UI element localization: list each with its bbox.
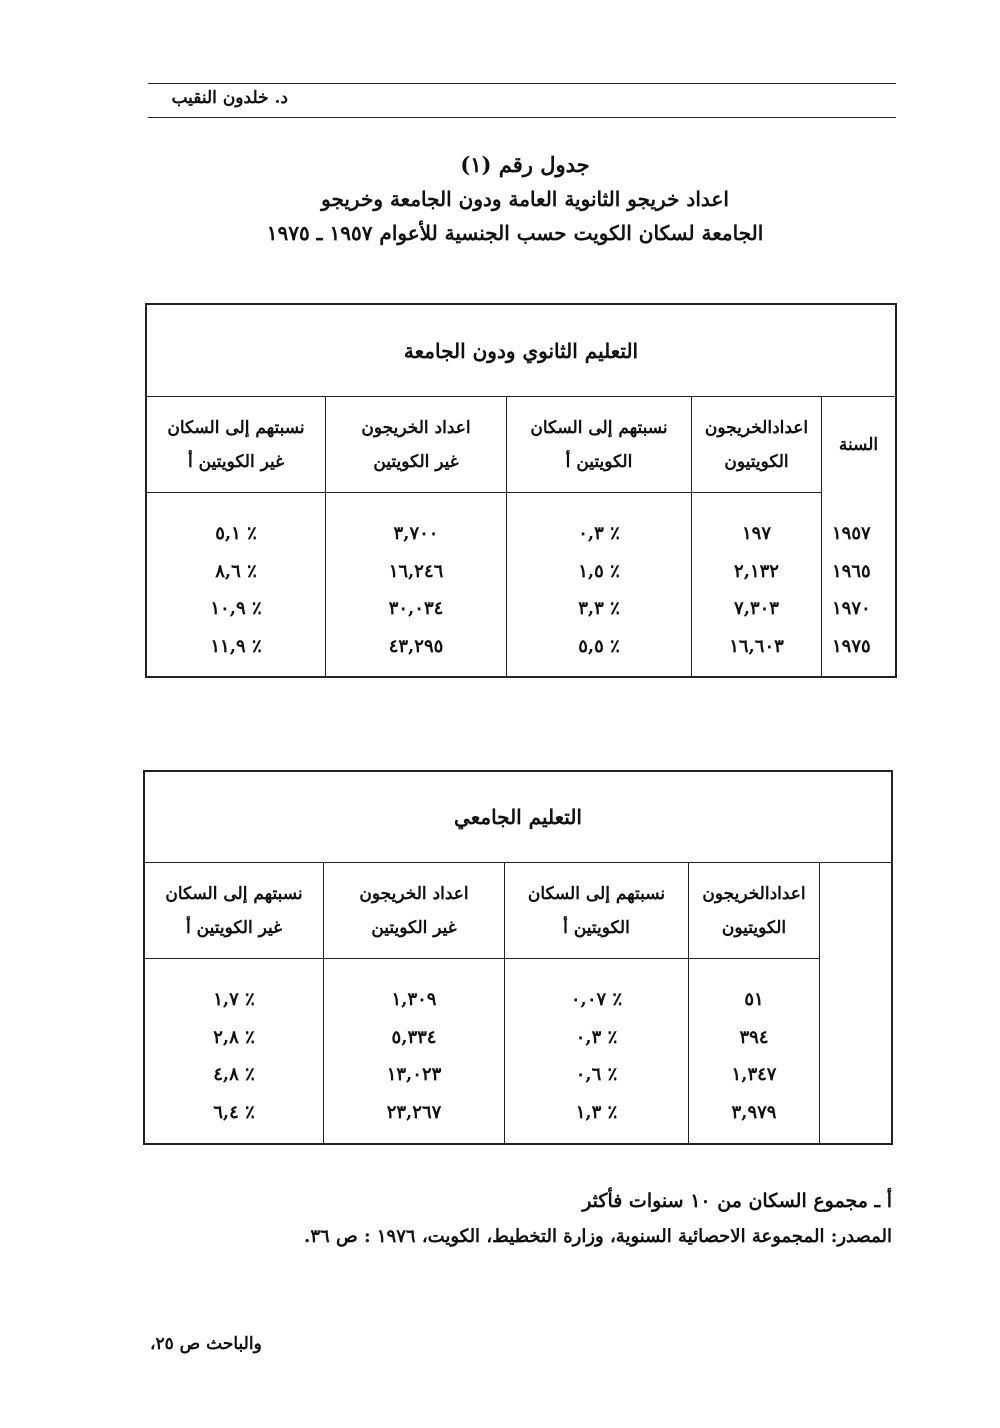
table-cell: ٢٣,٢٦٧ [386,1101,442,1123]
header-rule-top [148,83,896,84]
column-non-kuwaiti-count [323,863,504,1143]
table-cell: ١,٣٤٧ [731,1064,777,1086]
column-kuwaiti-ratio [506,397,691,676]
table-cell: ٪ ٥,١ [215,523,257,545]
kuwaiti-ratio-cells [507,493,691,665]
header-line: غير الكويتين أ [188,451,284,472]
source-note: المصدر: المجموعة الاحصائية السنوية، وزارة التخطيط، الكويت، ١٩٧٦ : ص ٣٦. [304,1226,892,1247]
table-cell: ٪ ٨,٦ [215,560,257,582]
header-line: اعداد الخريجون [359,883,469,904]
table-cell: ١٦,٦٠٣ [729,635,784,657]
column-non-kuwaiti-ratio [147,397,325,676]
non-kuwaiti-ratio-cells [147,493,325,665]
header-line: اعدادالخريجون [702,883,806,904]
header-line: نسبتهم إلى السكان [527,883,666,904]
non-kuwaiti-count-cells [324,959,504,1131]
column-header-kuwaiti-count [692,397,821,493]
column-header-kuwaiti-ratio [505,863,688,959]
header-line: نسبتهم إلى السكان [165,883,303,904]
table-cell-year: ١٩٧٥ [832,635,871,657]
header-line: غير الكويتين أ [186,917,282,938]
non-kuwaiti-ratio-cells [145,959,323,1131]
column-header-non-kuwaiti-count [324,863,504,959]
table-cell: ٣٠,٠٣٤ [388,598,444,620]
table-cell: ٪ ٣,٣ [578,598,620,620]
table-grid [147,397,895,676]
column-kuwaiti-count [691,397,821,676]
table-cell: ٪ ٤,٨ [213,1064,255,1086]
note-a: أ ـ مجموع السكان من ١٠ سنوات فأكثر [582,1190,892,1212]
table-notes [132,1183,892,1255]
kuwaiti-count-cells [692,493,821,665]
column-header-kuwaiti-ratio [507,397,691,493]
table-cell: ٪ ١٠,٩ [210,598,262,620]
header-line: الكويتيون [724,451,789,472]
table-section-title: التعليم الجامعي [145,772,891,863]
table-cell: ٪ ٥,٥ [578,635,620,657]
column-header-non-kuwaiti-count [326,397,506,493]
column-header-year [822,397,895,493]
column-kuwaiti-ratio [504,863,688,1143]
column-kuwaiti-count [688,863,819,1143]
column-non-kuwaiti-count [325,397,506,676]
table-cell: ١٣,٠٢٣ [386,1064,442,1086]
year-cells [822,493,895,665]
kuwaiti-count-cells [689,959,819,1131]
table-secondary-education [145,303,897,678]
column-non-kuwaiti-ratio [145,863,323,1143]
table-university-education [143,770,893,1145]
table-cell: ٪ ٠,٣ [575,1026,618,1048]
table-cell: ٣٩٤ [739,1026,769,1048]
table-cell: ٢,١٣٢ [734,560,779,582]
table-cell: ٪ ١,٣ [575,1101,618,1123]
column-header-kuwaiti-count [689,863,819,959]
kuwaiti-ratio-cells [505,959,688,1131]
table-cell: ٧,٣٠٣ [734,598,779,620]
column-year-empty [819,863,891,1143]
column-header-non-kuwaiti-ratio [147,397,325,493]
header-line: الكويتين أ [563,917,630,938]
table-title-block [150,148,900,250]
table-cell: ٪ ١١,٩ [210,635,262,657]
table-cell: ٤٣,٢٩٥ [388,635,444,657]
table-cell: ٪ ١,٥ [578,560,620,582]
running-head: د. خلدون النقيب [171,88,288,108]
header-line: الكويتين أ [565,451,633,472]
table-cell: ٪ ٦,٤ [213,1101,255,1123]
table-title-line-2: الجامعة لسكان الكويت حسب الجنسية للأعوام ١٩٥٧ ـ ١٩٧٥ [266,221,764,245]
table-cell: ٣,٩٧٩ [731,1101,777,1123]
header-year-label: السنة [838,435,879,455]
non-kuwaiti-count-cells [326,493,506,665]
column-header-non-kuwaiti-ratio [145,863,323,959]
table-cell: ٪ ٢,٨ [213,1026,255,1048]
header-line: غير الكويتين [373,451,459,472]
header-line: اعدادالخريجون [704,417,809,438]
table-cell: ١٩٧ [742,523,772,545]
table-cell: ٪ ٠,٣ [578,523,620,545]
table-cell-year: ١٩٧٠ [832,598,871,620]
table-cell: ٥١ [744,989,764,1011]
table-cell: ٪ ١,٧ [213,989,255,1011]
table-cell-year: ١٩٥٧ [832,523,871,545]
column-year [821,397,895,676]
header-line: نسبتهم إلى السكان [167,417,305,438]
year-cells-empty [820,959,891,981]
table-title-line-1: اعداد خريجو الثانوية العامة ودون الجامعة وخريجو [321,187,729,211]
column-header-year-empty [820,863,891,959]
header-rule-bottom [148,117,896,118]
header-line: اعداد الخريجون [361,417,471,438]
header-line: غير الكويتين [371,917,457,938]
header-line: نسبتهم إلى السكان [530,417,668,438]
table-cell: ٣,٧٠٠ [393,523,439,545]
table-number: جدول رقم (١) [460,152,590,177]
table-cell: ٥,٣٣٤ [391,1026,437,1048]
table-cell: ٪ ٠,٦ [575,1064,618,1086]
table-cell: ٪ ٠,٠٧ [570,989,623,1011]
table-grid [145,863,891,1143]
table-cell: ١,٣٠٩ [391,989,437,1011]
table-cell: ١٦,٢٤٦ [388,560,444,582]
table-cell-year: ١٩٦٥ [832,560,871,582]
page-footnote: والباحث ص ٢٥، [150,1334,262,1354]
table-section-title: التعليم الثانوي ودون الجامعة [147,305,895,397]
header-line: الكويتيون [721,917,787,938]
